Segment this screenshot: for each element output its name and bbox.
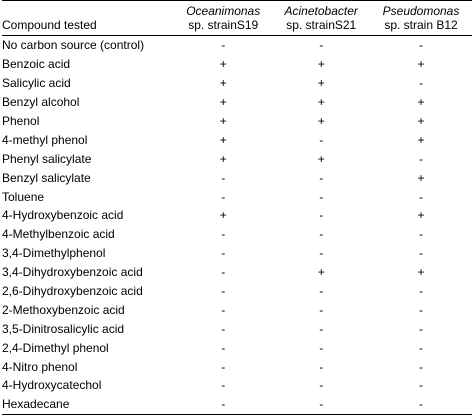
table-header <box>2 1 472 36</box>
growth-result: + <box>317 57 325 72</box>
table-row <box>2 244 472 263</box>
table-row <box>2 338 472 357</box>
table-row <box>2 74 472 93</box>
table-row <box>2 149 472 168</box>
growth-result: - <box>221 340 226 355</box>
growth-result: - <box>319 246 324 261</box>
growth-result: + <box>219 76 227 91</box>
growth-result: - <box>319 132 324 147</box>
growth-result: - <box>221 38 226 53</box>
growth-result: + <box>417 114 425 128</box>
growth-result: + <box>417 265 425 280</box>
growth-result: - <box>319 359 324 374</box>
header-compound: Compound tested <box>2 18 97 32</box>
compound-name: Salicylic acid <box>2 76 71 91</box>
growth-result: - <box>419 321 423 336</box>
compound-name: 2,6-Dihydroxybenzoic acid <box>2 284 143 299</box>
compound-name: Benzyl salicylate <box>2 170 91 185</box>
growth-result: - <box>419 38 423 53</box>
table-row <box>2 300 472 319</box>
organism-1-genus: Oceanimonas <box>186 4 261 18</box>
growth-result: + <box>219 132 227 147</box>
growth-result: - <box>419 378 423 393</box>
organism-3-strain: sp. strain B12 <box>384 18 458 32</box>
compound-name: No carbon source (control) <box>2 38 145 53</box>
growth-result: - <box>221 321 226 336</box>
growth-result: - <box>319 378 324 393</box>
compound-name: 4-Hydroxybenzoic acid <box>2 208 124 223</box>
growth-result: - <box>419 340 423 355</box>
growth-result: + <box>317 151 325 166</box>
growth-result: - <box>319 302 324 317</box>
growth-result: - <box>419 246 423 261</box>
compound-name: 3,4-Dihydroxybenzoic acid <box>2 265 143 280</box>
growth-result: + <box>417 57 425 72</box>
compound-name: Toluene <box>2 189 45 204</box>
growth-result: - <box>419 189 423 204</box>
organism-2-genus: Acinetobacter <box>284 4 358 18</box>
growth-result: + <box>317 76 325 91</box>
growth-result: + <box>219 151 227 166</box>
table-row <box>2 55 472 74</box>
growth-result: - <box>221 265 226 280</box>
growth-result: + <box>219 57 227 72</box>
compound-name: 3,4-Dimethylphenol <box>2 246 106 261</box>
growth-result: - <box>221 378 226 393</box>
header-organism-3 <box>370 1 472 36</box>
compound-name: 3,5-Dinitrosalicylic acid <box>2 321 125 336</box>
growth-result: - <box>221 189 226 204</box>
compound-name: 4-methyl phenol <box>2 132 88 147</box>
growth-result: + <box>317 265 325 280</box>
growth-result: - <box>319 284 324 299</box>
growth-result: - <box>221 359 226 374</box>
table-row <box>2 130 472 149</box>
table-row <box>2 395 472 414</box>
compound-name: Phenol <box>2 114 40 128</box>
header-row <box>2 1 472 36</box>
table-row <box>2 357 472 376</box>
table-row <box>2 36 472 55</box>
header-organism-2 <box>272 1 370 36</box>
growth-result: - <box>419 302 423 317</box>
growth-result: - <box>319 208 324 223</box>
growth-result: + <box>219 95 227 110</box>
growth-result: - <box>319 397 324 412</box>
growth-table <box>2 0 472 415</box>
growth-result: - <box>319 321 324 336</box>
compound-name: 2-Methoxybenzoic acid <box>2 302 125 317</box>
growth-result: + <box>317 114 325 128</box>
organism-1-strain: sp. strainS19 <box>188 18 259 32</box>
compound-name: Benzoic acid <box>2 57 71 72</box>
table-row <box>2 282 472 301</box>
compound-name: 4-Methylbenzoic acid <box>2 227 115 242</box>
growth-result: - <box>419 359 423 374</box>
compound-name: Hexadecane <box>2 397 70 412</box>
table-row <box>2 206 472 225</box>
table-row <box>2 263 472 282</box>
growth-result: - <box>221 284 226 299</box>
organism-3-genus: Pseudomonas <box>382 4 460 18</box>
growth-result: + <box>417 132 425 147</box>
growth-result: - <box>319 189 324 204</box>
growth-result: - <box>221 227 226 242</box>
table-body <box>2 36 472 415</box>
growth-result: + <box>317 95 325 110</box>
growth-result: + <box>417 170 425 185</box>
growth-result: - <box>319 38 324 53</box>
growth-result: + <box>417 95 425 110</box>
compound-name: Phenyl salicylate <box>2 151 92 166</box>
table-row <box>2 168 472 187</box>
organism-2-strain: sp. strainS21 <box>286 18 357 32</box>
growth-result: - <box>319 170 324 185</box>
growth-result: - <box>419 76 423 91</box>
growth-result: + <box>219 208 227 223</box>
table-row <box>2 112 472 131</box>
growth-result: - <box>221 246 226 261</box>
compound-name: 2,4-Dimethyl phenol <box>2 340 109 355</box>
compound-name: 4-Nitro phenol <box>2 359 78 374</box>
table-row <box>2 225 472 244</box>
header-organism-1 <box>174 1 272 36</box>
table-row <box>2 93 472 112</box>
growth-result: - <box>419 284 423 299</box>
growth-result: - <box>419 397 423 412</box>
growth-result: - <box>221 397 226 412</box>
table-row <box>2 187 472 206</box>
compound-name: 4-Hydroxycatechol <box>2 378 102 393</box>
table-row <box>2 319 472 338</box>
growth-result: - <box>221 302 226 317</box>
growth-result: + <box>219 114 227 128</box>
growth-result: - <box>319 227 324 242</box>
growth-result: - <box>319 340 324 355</box>
growth-result: + <box>417 208 425 223</box>
growth-result: - <box>419 227 423 242</box>
compound-name: Benzyl alcohol <box>2 95 80 110</box>
growth-result: - <box>221 170 226 185</box>
growth-result: - <box>419 151 423 166</box>
table-row <box>2 376 472 395</box>
